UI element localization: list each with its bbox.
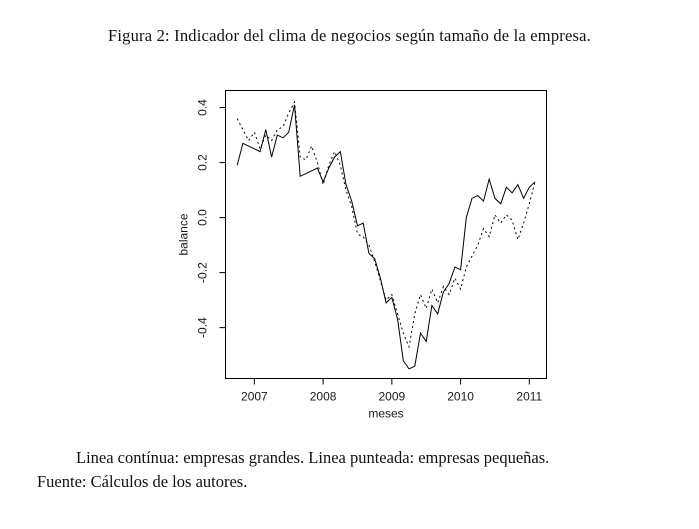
y-axis-title: balance xyxy=(176,213,191,256)
x-axis-title: meses xyxy=(368,406,404,421)
x-tick-label: 2009 xyxy=(378,389,406,404)
x-tick-label: 2007 xyxy=(241,389,268,404)
y-tick-label: 0.2 xyxy=(195,154,210,171)
plot-frame xyxy=(226,91,547,379)
figure-caption-source: Fuente: Cálculos de los autores. xyxy=(37,472,248,491)
series-line-grandes xyxy=(237,105,535,369)
x-tick-label: 2010 xyxy=(447,389,474,404)
x-tick-label: 2008 xyxy=(309,389,337,404)
x-tick-label: 2011 xyxy=(516,389,543,404)
y-tick-label: 0.4 xyxy=(195,99,210,116)
figure-caption-legend: Linea contínua: empresas grandes. Linea punteada: empresas pequeñas. xyxy=(76,448,550,467)
series-line-pequenas xyxy=(237,102,535,347)
y-tick-label: -0.2 xyxy=(195,262,210,283)
y-tick-label: -0.4 xyxy=(195,317,210,338)
y-tick-label: 0.0 xyxy=(195,209,210,226)
figure-title: Figura 2: Indicador del clima de negocios según tamaño de la empresa. xyxy=(108,26,591,45)
